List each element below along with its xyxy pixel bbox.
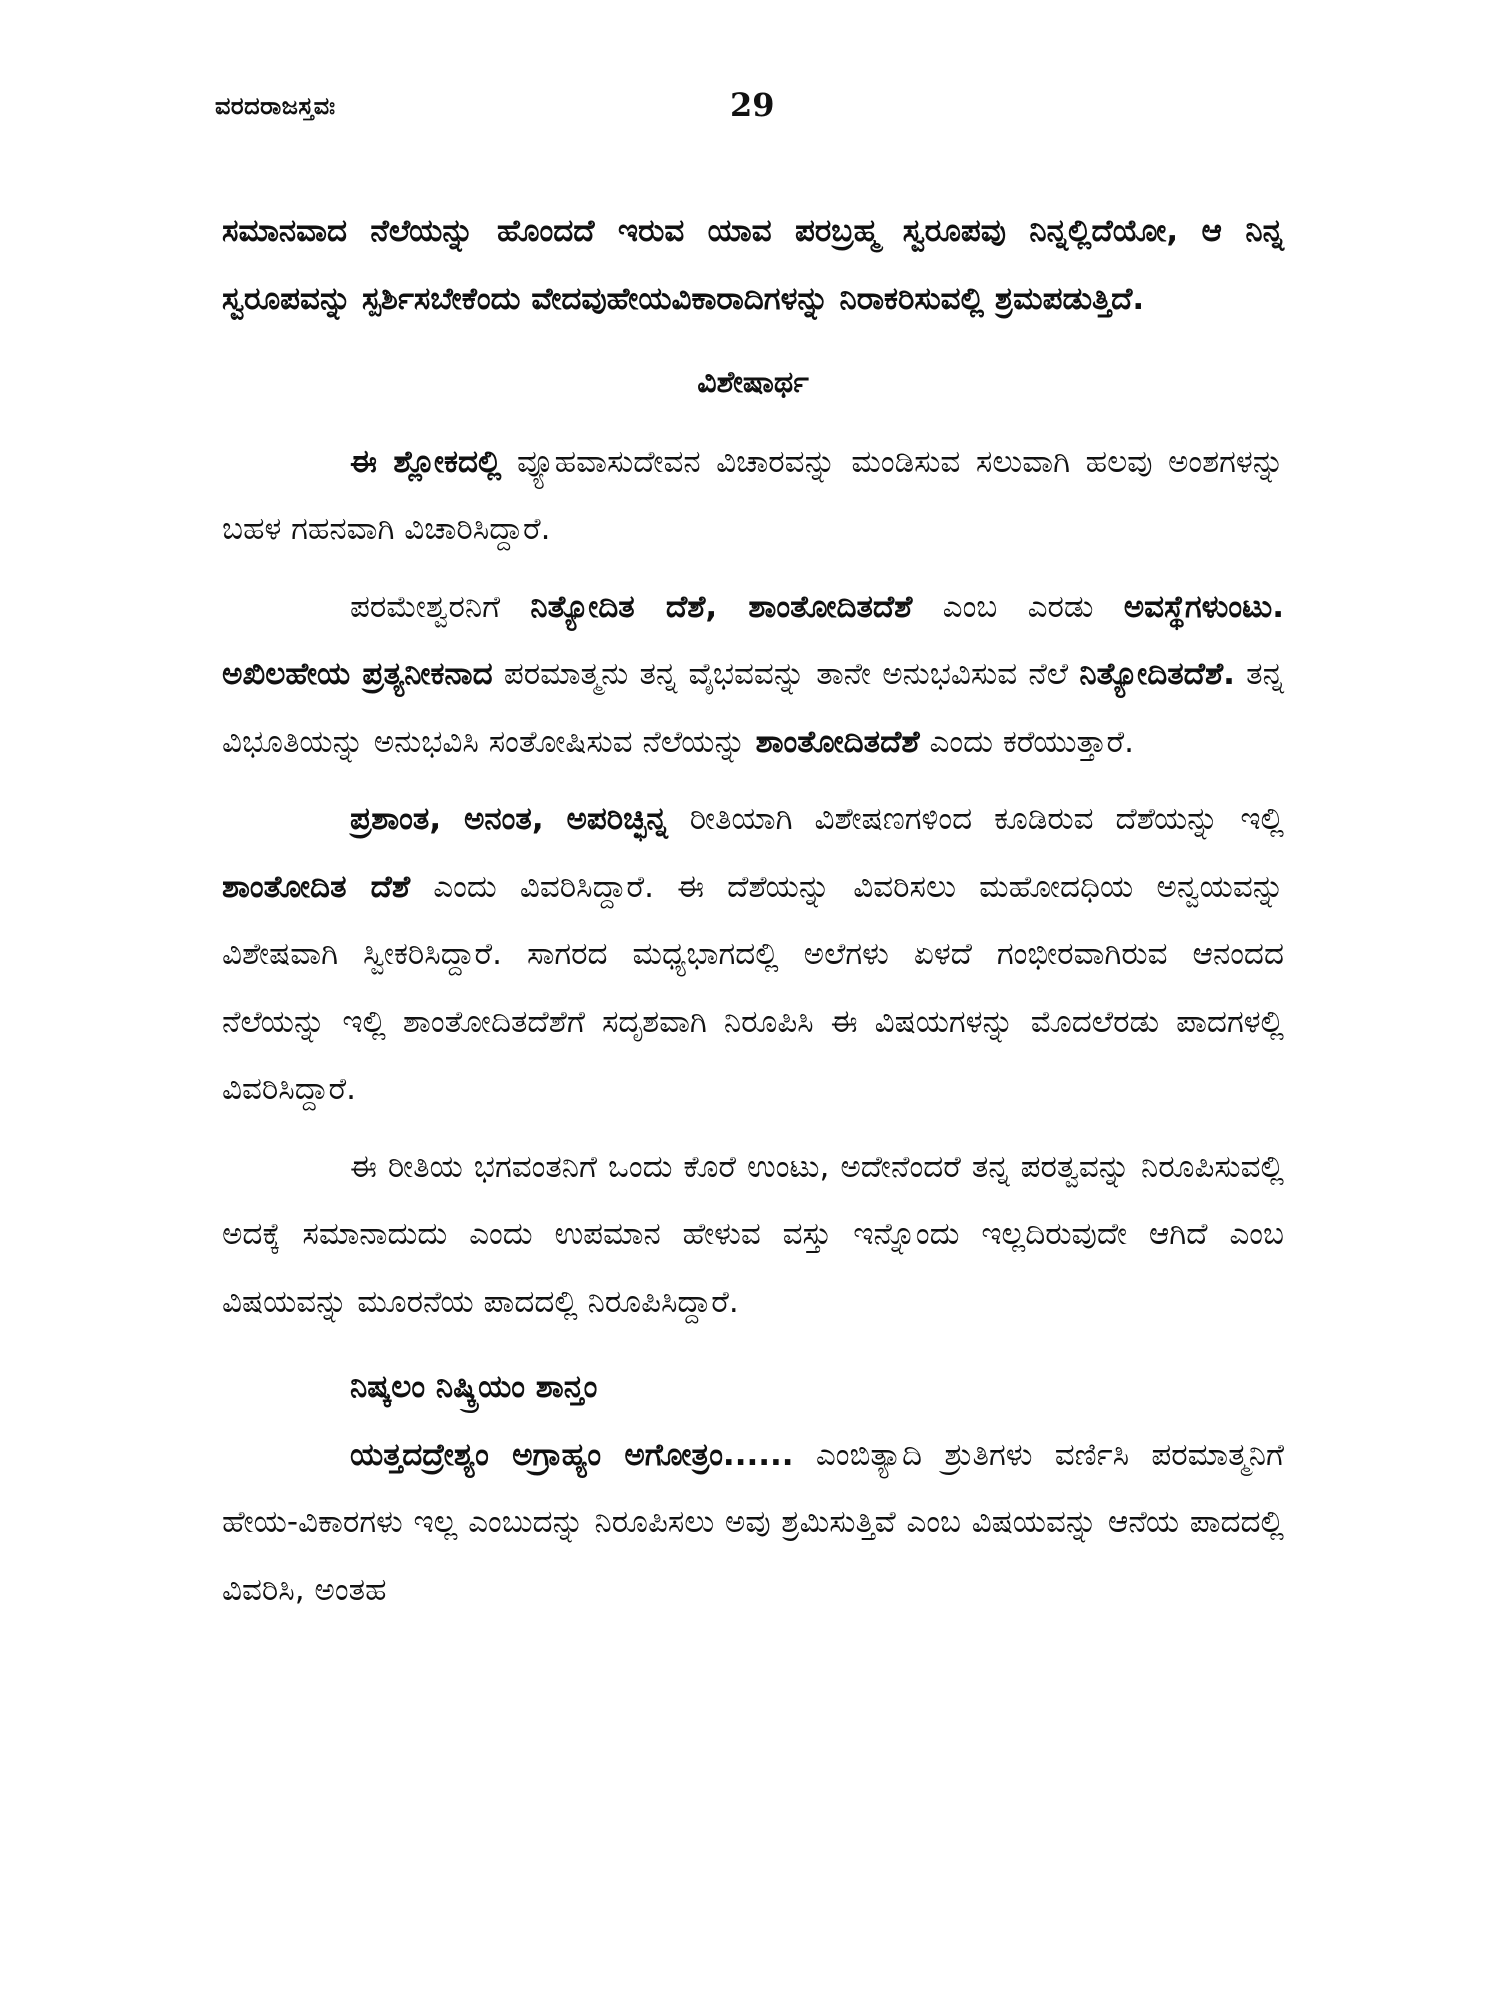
para2-bold-4: ಶಾಂತೋದಿತದೆಶೆ bbox=[755, 723, 920, 760]
para5-text-1: ಎಂಬಿತ್ಯಾದಿ ಶ್ರುತಿಗಳು ವರ್ಣಿಸಿ ಪರಮಾತ್ಮನಿಗೆ ಹೇಯ-ವಿಕಾರಗಳು ಇಲ್ಲ ಎಂಬುದನ್ನು ನಿರೂಪಿಸಲು ಅವು ಶ್ರಮಿಸುತ್ತಿವೆ ಎಂಬ ವಿಷಯವನ್ನು ಆನೆಯ ಪಾದದಲ್ಲಿ ವಿವರಿಸಿ, ಅಂತಹ bbox=[222, 1436, 1284, 1608]
para3-bold-1: ಪ್ರಶಾಂತ, ಅನಂತ, ಅಪರಿಚ್ಛಿನ್ನ bbox=[350, 801, 668, 837]
para3-text-1: ರೀತಿಯಾಗಿ ವಿಶೇಷಣಗಳಿಂದ ಕೂಡಿರುವ ದೆಶೆಯನ್ನು ಇಲ್ಲಿ bbox=[667, 801, 1284, 837]
para2-bold-3: ನಿತ್ಯೋದಿತದೆಶೆ. bbox=[1079, 656, 1235, 692]
intro-paragraph: ಸಮಾನವಾದ ನೆಲೆಯನ್ನು ಹೊಂದದೆ ಇರುವ ಯಾವ ಪರಬ್ರಹ್ಮ ಸ್ವರೂಪವು ನಿನ್ನಲ್ಲಿದೆಯೋ, ಆ ನಿನ್ನ ಸ್ವರೂಪವನ್ನು ಸ್ಪರ್ಶಿಸಬೇಕೆಂದು ವೇದವುಹೇಯವಿಕಾರಾದಿಗಳನ್ನು ನಿರಾಕರಿಸುವಲ್ಲಿ ಶ್ರಮಪಡುತ್ತಿದೆ. bbox=[222, 213, 1284, 317]
paragraph-4: ಈ ರೀತಿಯ ಭಗವಂತನಿಗೆ ಒಂದು ಕೊರೆ ಉಂಟು, ಅದೇನೆಂದರೆ ತನ್ನ ಪರತ್ವವನ್ನು ನಿರೂಪಿಸುವಲ್ಲಿ ಅದಕ್ಕೆ ಸಮಾನಾದುದು ಎಂದು ಉಪಮಾನ ಹೇಳುವ ವಸ್ತು ಇನ್ನೊಂದು ಇಲ್ಲದಿರುವುದೇ ಆಗಿದೆ ಎಂಬ ವಿಷಯವನ್ನು ಮೂರನೆಯ ಪಾದದಲ್ಲಿ ನಿರೂಪಿಸಿದ್ದಾರೆ. bbox=[222, 1148, 1284, 1320]
para2-bold-1: ನಿತ್ಯೋದಿತ ದೆಶೆ, ಶಾಂತೋದಿತದೆಶೆ bbox=[530, 588, 913, 625]
running-title: ವರದರಾಜಸ್ತವಃ bbox=[215, 92, 336, 120]
para1-lead: ಈ ಶ್ಲೋಕದಲ್ಲಿ bbox=[350, 443, 502, 480]
para2-bold-2: ಅವಸ್ಥೆಗಳುಂಟು. ಅಖಿಲಹೇಯ ಪ್ರತ್ಯನೀಕನಾದ bbox=[222, 588, 1284, 692]
para1-text: ವ್ಯೂಹವಾಸುದೇವನ ವಿಚಾರವನ್ನು ಮಂಡಿಸುವ ಸಲುವಾಗಿ ಹಲವು ಅಂಶಗಳನ್ನು ಬಹಳ ಗಹನವಾಗಿ ವಿಚಾರಿಸಿದ್ದಾರೆ. bbox=[222, 443, 1284, 547]
page-body bbox=[222, 198, 1284, 1624]
paragraph-3 bbox=[222, 786, 1284, 1124]
para2-text-5: ಎಂದು ಕರೆಯುತ್ತಾರೆ. bbox=[919, 723, 1134, 760]
paragraph-2 bbox=[222, 574, 1284, 777]
page-number: 29 bbox=[730, 86, 775, 124]
paragraph-1 bbox=[222, 429, 1284, 564]
paragraph-5 bbox=[222, 1422, 1284, 1625]
para2-text-4: ತನ್ನ ವಿಭೂತಿಯನ್ನು ಅನುಭವಿಸಿ ಸಂತೋಷಿಸುವ ನೆಲೆಯನ್ನು bbox=[222, 656, 1284, 760]
para2-text-2: ಎಂಬ ಎರಡು bbox=[912, 588, 1124, 625]
para3-bold-2: ಶಾಂತೋದಿತ ದೆಶೆ bbox=[222, 868, 411, 905]
section-heading: ವಿಶೇಷಾರ್ಥ bbox=[697, 365, 809, 400]
para2-text-3: ಪರಮಾತ್ಮನು ತನ್ನ ವೈಭವವನ್ನು ತಾನೇ ಅನುಭವಿಸುವ ನೆಲೆ bbox=[492, 656, 1080, 692]
verse-quote: ನಿಷ್ಕಲಂ ನಿಷ್ಕ್ರಿಯಂ ಶಾನ್ತಂ bbox=[350, 1369, 598, 1405]
para5-bold-1: ಯತ್ತದದ್ರೇಶ್ಯಂ ಅಗ್ರಾಹ್ಯಂ ಅಗೋತ್ರಂ...... bbox=[350, 1436, 794, 1473]
para3-text-2: ಎಂದು ವಿವರಿಸಿದ್ದಾರೆ. ಈ ದೆಶೆಯನ್ನು ವಿವರಿಸಲು ಮಹೋದಧಿಯ ಅನ್ವಯವನ್ನು ವಿಶೇಷವಾಗಿ ಸ್ವೀಕರಿಸಿದ್ದಾರೆ. ಸಾಗರದ ಮಧ್ಯಭಾಗದಲ್ಲಿ ಅಲೆಗಳು ಏಳದೆ ಗಂಭೀರವಾಗಿರುವ ಆನಂದದ ನೆಲೆಯನ್ನು ಇಲ್ಲಿ ಶಾಂತೋದಿತದೆಶೆಗೆ ಸದೃಶವಾಗಿ ನಿರೂಪಿಸಿ ಈ ವಿಷಯಗಳನ್ನು ಮೊದಲೆರಡು ಪಾದಗಳಲ್ಲಿ ವಿವರಿಸಿದ್ದಾರೆ. bbox=[222, 868, 1284, 1107]
para2-text-1: ಪರಮೇಶ್ವರನಿಗೆ bbox=[350, 588, 531, 625]
